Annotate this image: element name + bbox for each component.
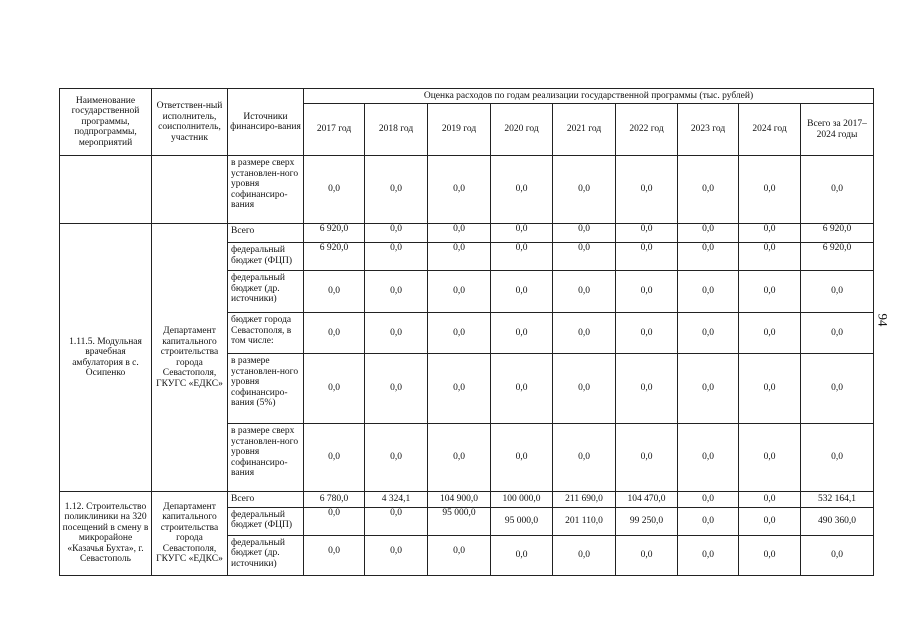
header-year: 2022 год [616, 104, 678, 156]
header-year: 2017 год [304, 104, 365, 156]
executor-cell: Департамент капитального строительства города Севастополя, ГКУГС «ЕДКС» [152, 492, 228, 576]
value-cell: 0,0 [365, 354, 428, 424]
value-cell: 0,0 [365, 224, 428, 243]
value-cell: 0,0 [304, 156, 365, 224]
value-cell: 490 360,0 [801, 507, 874, 535]
value-cell: 0,0 [428, 156, 491, 224]
header-executor: Ответствен-ный исполнитель, соисполнитель, участник [152, 89, 228, 156]
executor-cell: Департамент капитального строительства города Севастополя, ГКУГС «ЕДКС» [152, 224, 228, 492]
value-cell: 0,0 [553, 313, 616, 354]
value-cell: 0,0 [616, 224, 678, 243]
value-cell: 0,0 [801, 424, 874, 492]
value-cell: 0,0 [739, 507, 801, 535]
page-number: 94 [875, 313, 891, 327]
header-year: 2020 год [491, 104, 553, 156]
value-cell: 0,0 [616, 313, 678, 354]
header-source: Источники финансиро-вания [228, 89, 304, 156]
source-cell: Всего [228, 492, 304, 508]
value-cell: 6 920,0 [801, 243, 874, 271]
value-cell: 0,0 [678, 535, 739, 575]
source-cell: в размере сверх установлен-ного уровня софинансиро-вания [228, 156, 304, 224]
value-cell: 0,0 [801, 535, 874, 575]
source-cell: федеральный бюджет (ФЦП) [228, 243, 304, 271]
value-cell: 0,0 [678, 354, 739, 424]
value-cell: 0,0 [616, 156, 678, 224]
value-cell: 0,0 [678, 224, 739, 243]
value-cell: 100 000,0 [491, 492, 553, 508]
value-cell: 104 470,0 [616, 492, 678, 508]
value-cell: 0,0 [428, 424, 491, 492]
value-cell: 0,0 [739, 354, 801, 424]
value-cell: 0,0 [553, 156, 616, 224]
value-cell: 0,0 [491, 313, 553, 354]
value-cell: 0,0 [365, 507, 428, 535]
value-cell: 0,0 [491, 424, 553, 492]
value-cell: 0,0 [553, 224, 616, 243]
value-cell: 0,0 [739, 424, 801, 492]
header-total: Всего за 2017–2024 годы [801, 104, 874, 156]
value-cell: 0,0 [365, 535, 428, 575]
name-cell: 1.12. Строительство поликлиники на 320 посещений в смену в микрорайоне «Казачья Бухта», г. Севастополь [60, 492, 152, 576]
value-cell: 0,0 [739, 492, 801, 508]
value-cell: 0,0 [491, 271, 553, 313]
value-cell: 0,0 [553, 271, 616, 313]
source-cell: в размере установлен-ного уровня софинансиро-вания (5%) [228, 354, 304, 424]
source-cell: бюджет города Севастополя, в том числе: [228, 313, 304, 354]
value-cell: 0,0 [553, 535, 616, 575]
name-cell [60, 156, 152, 224]
value-cell: 6 920,0 [304, 224, 365, 243]
value-cell: 104 900,0 [428, 492, 491, 508]
value-cell: 99 250,0 [616, 507, 678, 535]
value-cell: 0,0 [491, 156, 553, 224]
source-cell: Всего [228, 224, 304, 243]
value-cell: 95 000,0 [491, 507, 553, 535]
value-cell: 0,0 [365, 243, 428, 271]
value-cell: 0,0 [491, 224, 553, 243]
value-cell: 6 780,0 [304, 492, 365, 508]
value-cell: 0,0 [739, 271, 801, 313]
value-cell: 0,0 [553, 243, 616, 271]
header-year: 2018 год [365, 104, 428, 156]
value-cell: 0,0 [365, 271, 428, 313]
value-cell: 0,0 [616, 271, 678, 313]
source-cell: федеральный бюджет (др. источники) [228, 535, 304, 575]
value-cell: 0,0 [616, 424, 678, 492]
value-cell: 0,0 [304, 313, 365, 354]
value-cell: 0,0 [739, 243, 801, 271]
value-cell: 0,0 [428, 354, 491, 424]
value-cell: 0,0 [678, 424, 739, 492]
value-cell: 0,0 [739, 224, 801, 243]
value-cell: 0,0 [428, 271, 491, 313]
value-cell: 0,0 [678, 492, 739, 508]
value-cell: 211 690,0 [553, 492, 616, 508]
value-cell: 0,0 [739, 313, 801, 354]
value-cell: 0,0 [491, 535, 553, 575]
table-row [60, 224, 874, 243]
value-cell: 0,0 [678, 313, 739, 354]
header-year: 2019 год [428, 104, 491, 156]
table-row [60, 492, 874, 508]
value-cell: 532 164,1 [801, 492, 874, 508]
value-cell: 0,0 [365, 313, 428, 354]
value-cell: 6 920,0 [304, 243, 365, 271]
value-cell: 0,0 [801, 271, 874, 313]
value-cell: 0,0 [304, 535, 365, 575]
value-cell: 0,0 [365, 424, 428, 492]
header-year: 2021 год [553, 104, 616, 156]
value-cell: 0,0 [678, 271, 739, 313]
value-cell: 0,0 [678, 243, 739, 271]
value-cell: 0,0 [491, 243, 553, 271]
name-cell: 1.11.5. Модульная врачебная амбулатория в с. Осипенко [60, 224, 152, 492]
header-group: Оценка расходов по годам реализации государственной программы (тыс. рублей) [304, 89, 874, 104]
value-cell: 0,0 [801, 354, 874, 424]
value-cell: 6 920,0 [801, 224, 874, 243]
value-cell: 0,0 [304, 507, 365, 535]
source-cell: в размере сверх установлен-ного уровня софинансиро-вания [228, 424, 304, 492]
value-cell: 201 110,0 [553, 507, 616, 535]
value-cell: 0,0 [616, 243, 678, 271]
header-year: 2024 год [739, 104, 801, 156]
header-name: Наименование государственной программы, подпрограммы, мероприятий [60, 89, 152, 156]
value-cell: 0,0 [739, 156, 801, 224]
value-cell: 0,0 [678, 156, 739, 224]
value-cell: 0,0 [616, 535, 678, 575]
value-cell: 0,0 [553, 424, 616, 492]
budget-table [59, 88, 874, 576]
source-cell: федеральный бюджет (др. источники) [228, 271, 304, 313]
value-cell: 0,0 [801, 156, 874, 224]
value-cell: 95 000,0 [428, 507, 491, 535]
value-cell: 0,0 [428, 224, 491, 243]
value-cell: 0,0 [365, 156, 428, 224]
value-cell: 0,0 [304, 424, 365, 492]
value-cell: 0,0 [304, 354, 365, 424]
source-cell: федеральный бюджет (ФЦП) [228, 507, 304, 535]
value-cell: 4 324,1 [365, 492, 428, 508]
value-cell: 0,0 [553, 354, 616, 424]
table-row [60, 156, 874, 224]
value-cell: 0,0 [304, 271, 365, 313]
value-cell: 0,0 [739, 535, 801, 575]
value-cell: 0,0 [428, 535, 491, 575]
value-cell: 0,0 [428, 313, 491, 354]
header-year: 2023 год [678, 104, 739, 156]
value-cell: 0,0 [616, 354, 678, 424]
value-cell: 0,0 [428, 243, 491, 271]
value-cell: 0,0 [678, 507, 739, 535]
value-cell: 0,0 [491, 354, 553, 424]
executor-cell [152, 156, 228, 224]
value-cell: 0,0 [801, 313, 874, 354]
